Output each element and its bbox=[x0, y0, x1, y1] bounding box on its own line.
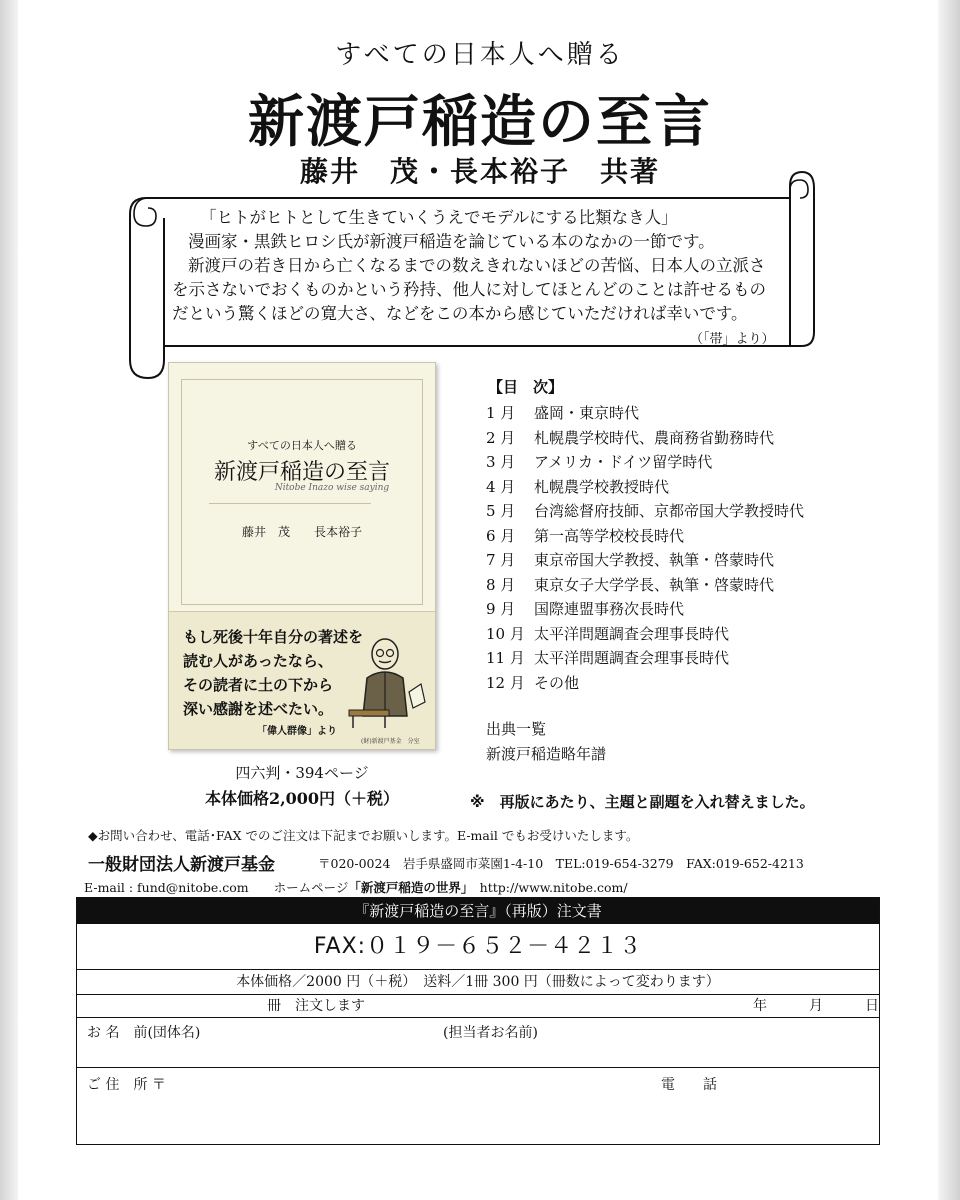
toc-text: アメリカ・ドイツ留学時代 bbox=[534, 453, 713, 471]
order-date-label: 年 月 日 bbox=[753, 998, 879, 1014]
book-cover-authors: 藤井 茂 長本裕子 bbox=[241, 525, 362, 539]
toc-text: 東京女子大学学長、執筆・啓蒙時代 bbox=[534, 575, 775, 594]
toc-text: 札幌農学校教授時代 bbox=[534, 477, 670, 496]
toc-item bbox=[486, 402, 639, 423]
book-cover-english: Nitobe Inazo wise saying bbox=[274, 483, 390, 493]
toc-month: 11 月 bbox=[486, 649, 525, 667]
scroll-line: 新渡戸の若き日から亡くなるまでの数えきれないほどの苦悩、日本人の立派さ bbox=[188, 256, 766, 275]
obi-line: 読む人があったなら、 bbox=[183, 652, 333, 670]
toc-item bbox=[486, 451, 712, 472]
order-address-field[interactable] bbox=[77, 1068, 879, 1146]
book-cover-image bbox=[168, 362, 436, 750]
toc-month: 1 月 bbox=[486, 404, 516, 422]
organization-address: 〒020-0024 岩手県盛岡市菜園1-4-10 TEL:019-654-3279 FAX:019-652-4213 bbox=[318, 856, 804, 871]
toc-item bbox=[486, 427, 774, 448]
toc-item bbox=[486, 525, 684, 546]
toc-month: 2 月 bbox=[486, 428, 516, 447]
scroll-line: だという驚くほどの寛大さ、などをこの本から感じていただければ幸いです。 bbox=[172, 304, 748, 323]
email-text: E-mail : fund@nitobe.com ホームページ bbox=[84, 880, 349, 895]
organization-name: 一般財団法人新渡戸基金 bbox=[88, 855, 275, 875]
toc-month: 4 月 bbox=[486, 477, 516, 496]
toc-item bbox=[486, 623, 729, 644]
order-form-title: 『新渡戸稲造の至言』（再版）注文書 bbox=[77, 898, 879, 924]
toc-item bbox=[486, 598, 684, 619]
address-label: ご 住 所 〒 bbox=[87, 1077, 166, 1093]
toc-month: 9 月 bbox=[486, 600, 516, 618]
toc-item bbox=[486, 549, 774, 570]
toc-text: 国際連盟事務次長時代 bbox=[534, 600, 685, 618]
reprint-note: ※ 再版にあたり、主題と副題を入れ替えました。 bbox=[470, 793, 815, 811]
contact-person-label: (担当者お名前) bbox=[443, 1025, 538, 1041]
toc-month: 12 月 bbox=[486, 673, 525, 692]
flyer-authors: 藤井 茂・長本裕子 共著 bbox=[299, 155, 660, 188]
toc-month: 3 月 bbox=[486, 453, 516, 471]
scroll-line: を示さないでおくものかという矜持、他人に対してほとんどのことは許せるもの bbox=[172, 280, 766, 299]
scroll-line: 漫画家・黒鉄ヒロシ氏が新渡戸稲造を論じている本のなかの一節です。 bbox=[188, 232, 715, 251]
toc-month: 10 月 bbox=[486, 624, 525, 643]
toc-text: その他 bbox=[534, 673, 580, 692]
toc-month: 5 月 bbox=[486, 502, 516, 520]
toc-item bbox=[486, 476, 669, 497]
toc-text: 札幌農学校時代、農商務省勤務時代 bbox=[534, 428, 775, 447]
book-price: 本体価格2,000円（＋税） bbox=[204, 789, 400, 808]
toc-text: 盛岡・東京時代 bbox=[534, 404, 640, 422]
scroll-line: 「ヒトがヒトとして生きていくうえでモデルにする比類なき人」 bbox=[200, 208, 678, 227]
order-quantity-row[interactable] bbox=[77, 995, 879, 1018]
book-cover-divider bbox=[209, 503, 371, 504]
homepage-name[interactable]: 「新渡戸稲造の世界」 bbox=[348, 880, 468, 895]
name-label: お 名 前(団体名) bbox=[87, 1025, 201, 1041]
toc-month: 6 月 bbox=[486, 526, 516, 545]
book-spec: 四六判・394ページ bbox=[235, 764, 369, 782]
homepage-url-link[interactable]: http://www.nitobe.com/ bbox=[479, 880, 628, 895]
toc-extra-sources: 出典一覧 bbox=[486, 720, 547, 738]
order-name-field[interactable] bbox=[77, 1018, 879, 1068]
obi-line: 深い感謝を述べたい。 bbox=[183, 700, 334, 718]
toc-text: 台湾総督府技師、京都帝国大学教授時代 bbox=[534, 502, 805, 520]
book-cover-subtitle: すべての日本人へ贈る bbox=[247, 439, 357, 452]
toc-heading: 【目 次】 bbox=[488, 378, 564, 396]
toc-month: 8 月 bbox=[486, 575, 516, 594]
obi-line: その読者に土の下から bbox=[183, 676, 334, 694]
order-quantity-label: 冊 注文します bbox=[267, 998, 365, 1014]
obi-source: 「偉人群像」より bbox=[257, 726, 337, 737]
toc-item bbox=[486, 647, 729, 668]
flyer-title: 新渡戸稲造の至言 bbox=[248, 90, 712, 155]
scroll-text bbox=[172, 206, 792, 326]
nitobe-portrait-illustration bbox=[345, 632, 429, 730]
toc-text: 第一高等学校校長時代 bbox=[534, 526, 685, 545]
email-homepage-line bbox=[84, 878, 628, 896]
obi-publisher: (財)新渡戸基金 分室 bbox=[361, 738, 420, 745]
book-obi-band bbox=[169, 611, 435, 749]
flyer-subtitle: すべての日本人へ贈る bbox=[335, 40, 625, 70]
order-form bbox=[76, 897, 880, 1145]
toc-month: 7 月 bbox=[486, 551, 516, 569]
toc-extra-chronology: 新渡戸稲造略年譜 bbox=[486, 745, 607, 763]
toc-text: 太平洋問題調査会理事長時代 bbox=[534, 624, 730, 643]
obi-line: もし死後十年自分の著述を bbox=[183, 628, 364, 646]
toc-text: 太平洋問題調査会理事長時代 bbox=[534, 649, 730, 667]
book-cover-title: 新渡戸稲造の至言 bbox=[213, 460, 390, 485]
toc-item bbox=[486, 672, 579, 693]
toc-item bbox=[486, 574, 774, 595]
phone-label: 電 話 bbox=[661, 1077, 717, 1093]
toc-text: 東京帝国大学教授、執筆・啓蒙時代 bbox=[534, 551, 775, 569]
order-form-fax: FAX:０１９－６５２－４２１３ bbox=[77, 924, 879, 970]
order-form-price: 本体価格／2000 円（＋税） 送料／1冊 300 円（冊数によって変わります） bbox=[77, 970, 879, 995]
scroll-source: （「帯」より） bbox=[690, 332, 775, 347]
toc-item bbox=[486, 500, 804, 521]
inquiry-text: ◆お問い合わせ、電話･FAX でのご注文は下記までお願いします。E-mail でもお受けいたします。 bbox=[88, 828, 639, 843]
